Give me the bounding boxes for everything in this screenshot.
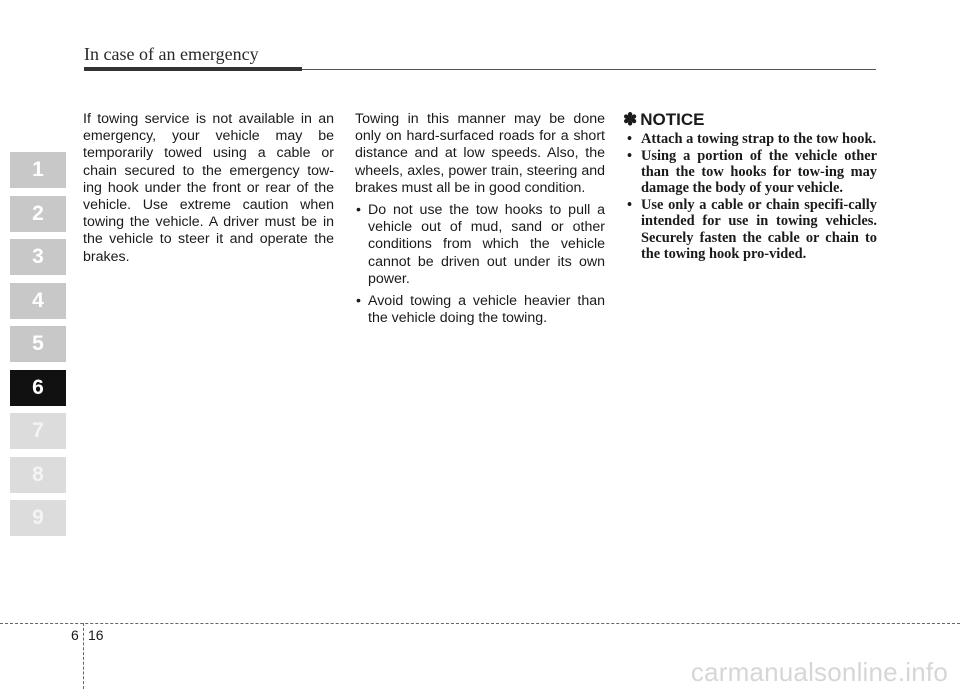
watermark-text: carmanualsonline.info [690, 657, 948, 687]
notice-star-icon: ✽ [623, 110, 638, 129]
header-rule-thick [84, 67, 302, 71]
footer-page-number: 16 [88, 627, 104, 643]
chapter-tabs [10, 152, 66, 544]
footer-chapter-number: 6 [71, 627, 79, 643]
chapter-tab-4[interactable]: 4 [10, 283, 66, 319]
notice-heading [623, 111, 877, 128]
footer-vertical-divider [83, 623, 84, 689]
towing-intro-paragraph: If towing service is not available in an emergency, your vehicle may be temporarily towed using a cable or chain secured to the emergency tow-ing hook under the front or rear of the vehicle. Use extreme caution when towing the vehicle. A driver must be in the vehicle to steer it and operate the brakes. [83, 111, 334, 265]
towing-conditions-paragraph: Towing in this manner may be done only on hard-surfaced roads for a short distance and at low speeds. Also, the wheels, axles, power train, steering and brakes must all be in good condition. [355, 111, 605, 196]
notice-title: NOTICE [640, 110, 705, 129]
chapter-tab-5[interactable]: 5 [10, 326, 66, 362]
chapter-tab-1[interactable]: 1 [10, 152, 66, 188]
text-column-2 [355, 111, 605, 332]
notice-item: • Using a portion of the vehicle other than the tow hooks for tow-ing may damage the body of your vehicle. [623, 148, 877, 197]
notice-list [623, 131, 877, 262]
text-column-1 [83, 111, 334, 271]
chapter-tab-8[interactable]: 8 [10, 457, 66, 493]
notice-item: • Use only a cable or chain specifi-cally intended for use in towing vehicles. Securely fasten the cable or chain to the towing hook pro-vided. [623, 197, 877, 263]
notice-box [623, 111, 877, 262]
chapter-tab-2[interactable]: 2 [10, 196, 66, 232]
bullet-item: • Avoid towing a vehicle heavier than the vehicle doing the towing. [355, 293, 605, 327]
chapter-tab-6[interactable]: 6 [10, 370, 66, 406]
chapter-tab-3[interactable]: 3 [10, 239, 66, 275]
bullet-item: • Do not use the tow hooks to pull a vehicle out of mud, sand or other conditions from which the vehicle cannot be driven out under its own power. [355, 202, 605, 288]
towing-bullet-list [355, 202, 605, 327]
header-rule-thin [302, 69, 876, 70]
chapter-tab-9[interactable]: 9 [10, 500, 66, 536]
notice-item: • Attach a towing strap to the tow hook. [623, 131, 877, 147]
chapter-tab-7[interactable]: 7 [10, 413, 66, 449]
footer-divider [0, 623, 960, 624]
page-header-title: In case of an emergency [84, 44, 259, 64]
